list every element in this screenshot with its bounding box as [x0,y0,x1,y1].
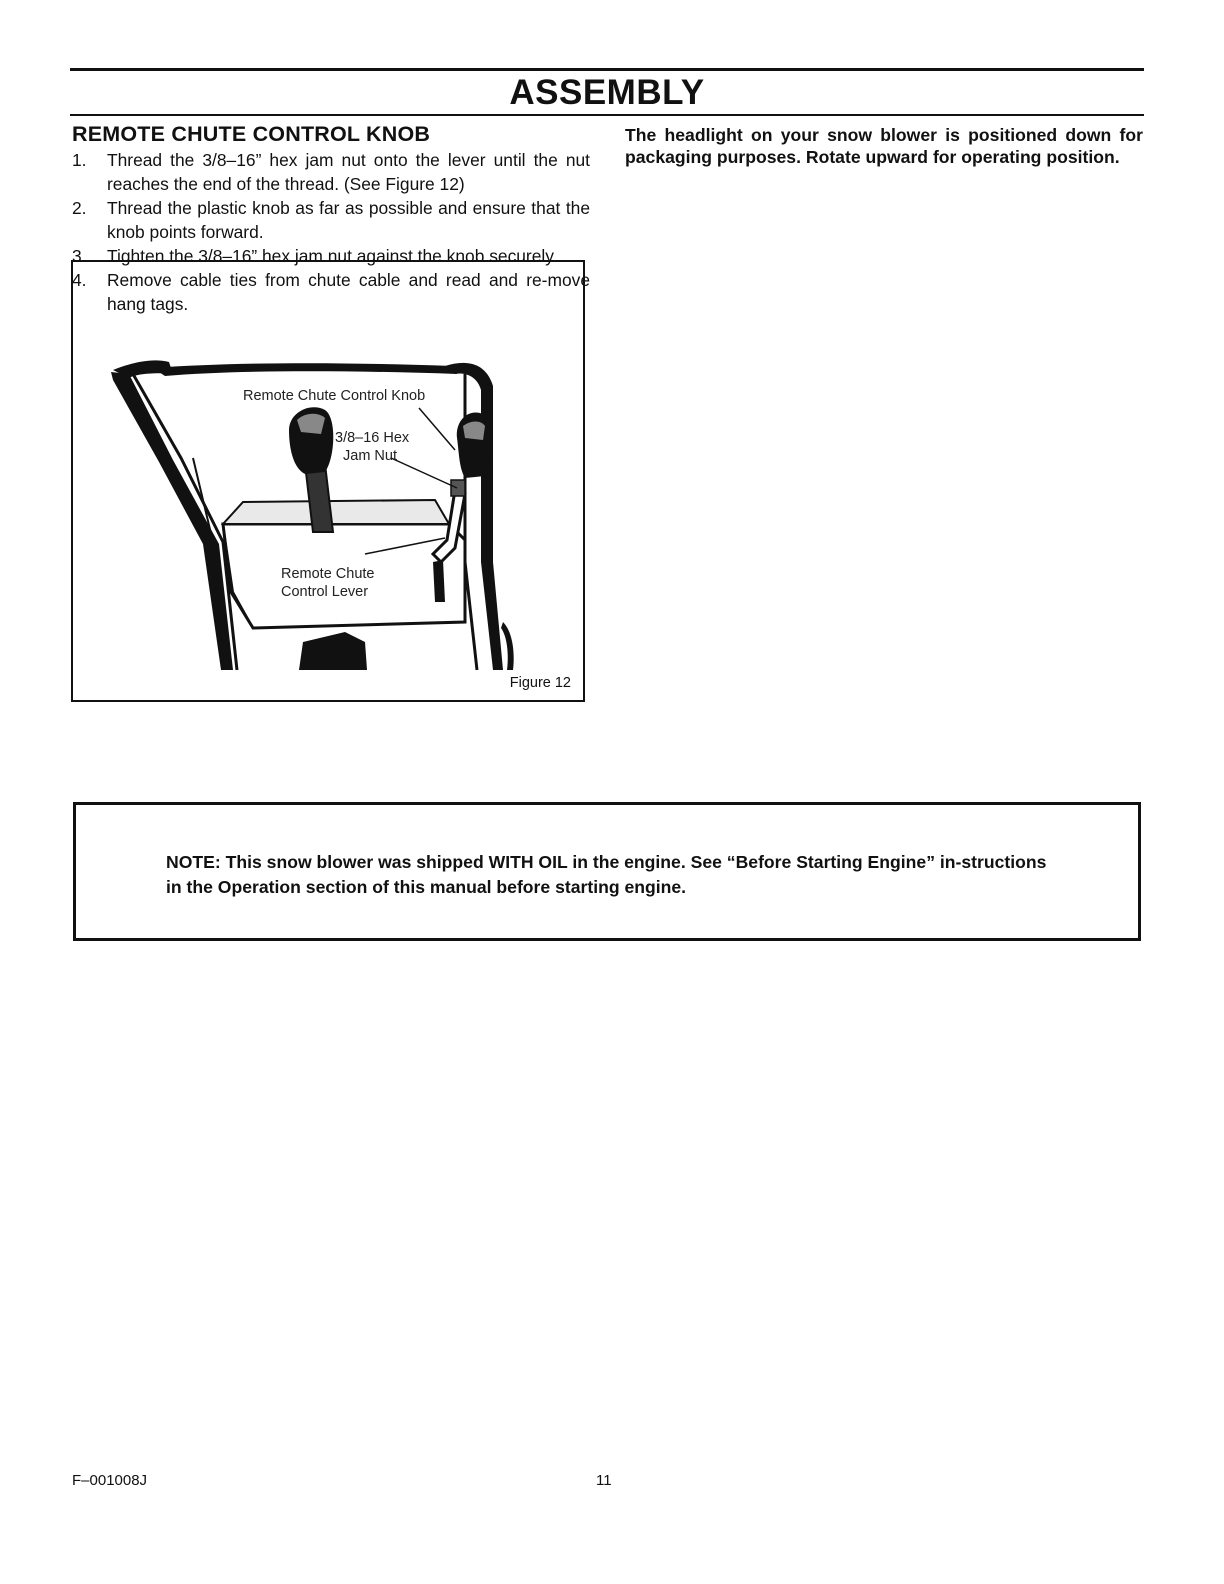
footer-document-code: F–001008J [72,1472,148,1489]
knob-label: Remote Chute Control Knob [243,388,426,404]
step-text: Remove cable ties from chute cable and read and re-move hang tags. [107,270,590,314]
nut-label-line2: Jam Nut [343,448,397,464]
headlight-notice: The headlight on your snow blower is positioned down for packaging purposes. Rotate upward for operating position. [625,125,1143,167]
lever-label-line1: Remote Chute [281,566,375,582]
step-text: Thread the 3/8–16” hex jam nut onto the lever until the nut reaches the end of the thread. (See Figure 12) [107,150,590,194]
figure-12 [71,260,585,702]
title-underline [70,114,1144,116]
page-title: ASSEMBLY [509,73,705,112]
left-handle-illustration [111,372,233,670]
step-number: 3. [72,246,87,266]
snow-blower-illustration [73,262,583,700]
step-text: Thread the plastic knob as far as possible and ensure that the knob points forward. [107,198,590,242]
footer-page-number: 11 [596,1472,612,1489]
top-rule [70,68,1144,71]
step-number: 2. [72,198,87,218]
step-item [72,148,590,196]
step-number: 4. [72,270,87,290]
nut-label-line1: 3/8–16 Hex [335,430,410,446]
oil-note-text: NOTE: This snow blower was shipped WITH OIL in the engine. See “Before Starting Engine” in-structions in the Operation section of this manual before starting engine. [166,852,1047,897]
hex-jam-nut-illustration [451,480,465,496]
section-heading: REMOTE CHUTE CONTROL KNOB [72,122,431,146]
lever-label-line2: Control Lever [281,584,369,600]
step-number: 1. [72,150,87,170]
step-item [72,196,590,244]
oil-note-box [73,802,1141,941]
figure-caption: Figure 12 [509,675,571,691]
handlebar-illustration [153,363,457,376]
step-text: Tighten the 3/8–16” hex jam nut against the knob securely. [107,246,558,266]
